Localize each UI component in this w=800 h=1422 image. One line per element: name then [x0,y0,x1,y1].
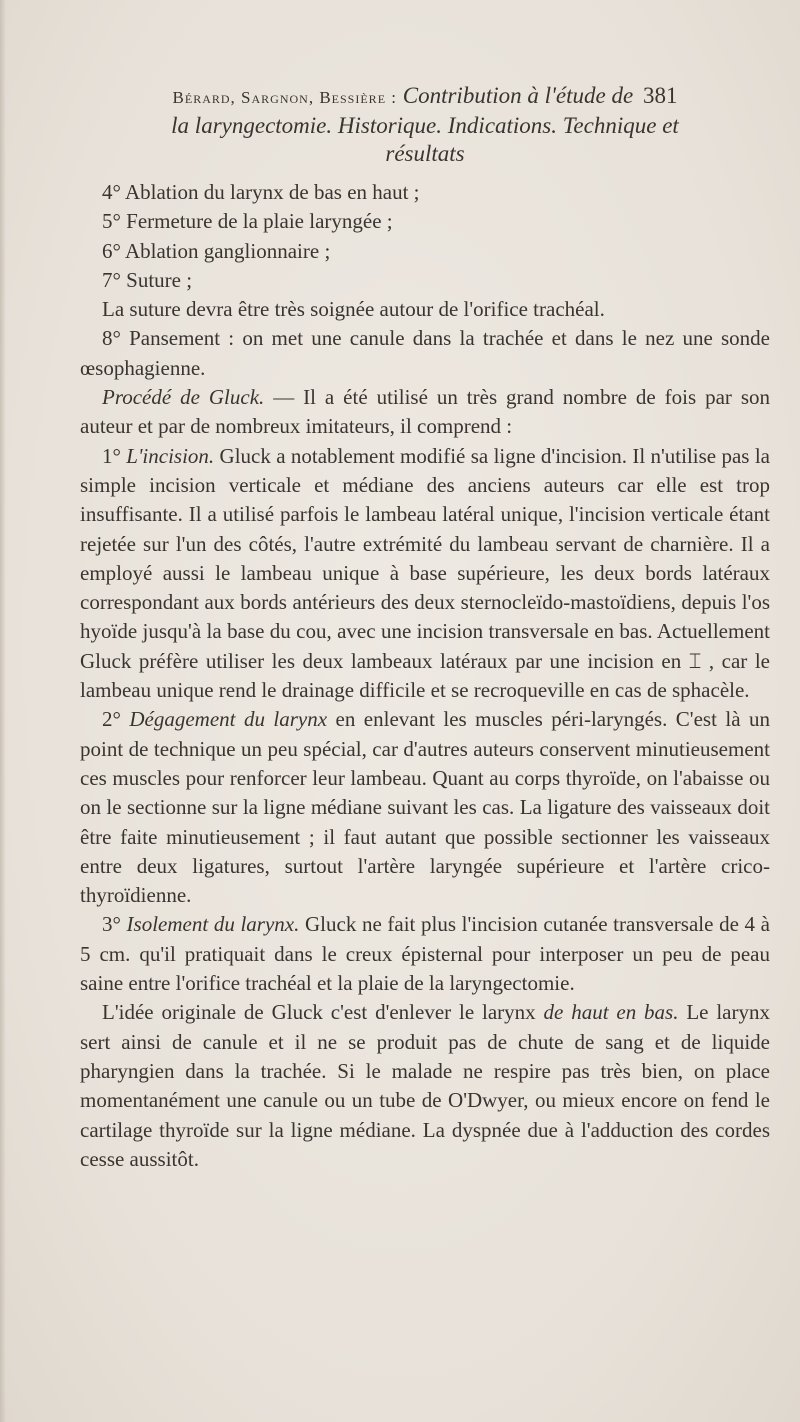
isolement-number: 3° [102,912,127,937]
paragraph-degagement [80,705,770,910]
paragraph-idee [80,998,770,1174]
step-4: 4° Ablation du larynx de bas en haut ; [102,180,420,204]
header-title-line3: résultats [385,141,465,166]
degagement-text: en enlevant les muscles péri-laryngés. C'est là un point de technique un peu spécial, car d'autres auteurs conservent minutieusement ces muscles pour renforcer leur lambeau. Quant au corps thyroïde, on l'abaisse ou on le sectionne sur la ligne médiane suivant les cas. La ligature des vaisseaux doit être faite minutieusement ; il faut autant que possible sectionner les vaisseaux entre deux ligatures, surtout l'artère laryngée supérieure et l'artère crico-thyroïdienne. [80,707,770,908]
paragraph-suture: La suture devra être très soignée autour de l'orifice trachéal. [102,297,605,322]
incision-number: 1° [102,443,127,468]
isolement-text: Gluck ne fait plus l'incision cutanée transversale de 4 à 5 cm. qu'il pratiquait dans le creux épisternal pour interposer un peu de peau saine entre l'orifice trachéal et la plaie de la laryngectomie. [80,912,770,996]
degagement-heading: Dégagement du larynx [129,707,328,732]
isolement-heading: Isolement du larynx. [126,912,300,937]
running-header [80,82,770,168]
paragraph-incision [80,442,770,706]
step-5: 5° Fermeture de la plaie laryngée ; [102,209,393,234]
page-edge-shadow [0,0,6,1422]
gluck-text: — Il a été utilisé un très grand nombre de fois par son auteur et par de nombreux imitateurs, il comprend : [80,385,771,439]
incision-heading: L'incision. [126,443,215,468]
header-title: Contribution à l'étude de [402,83,634,108]
incision-text: Gluck a notablement modifié sa ligne d'incision. Il n'utilise pas la simple incision verticale et médiane des anciens auteurs car elle est trop insuffisante. Il a utilisé parfois le lambeau latéral unique, l'incision verticale étant rejetée sur l'un des côtés, l'autre extrémité du lambeau servant de charnière. Il a employé aussi le lambeau unique à base supérieure, les deux bords latéraux correspondant aux bords antérieurs des deux sternocleïdo-mastoïdiens, depuis l'os hyoïde jusqu'à la base du cou, avec une incision transversale en bas. Actuellement Gluck préfère utiliser les deux lambeaux latéraux par une incision en ⌶ , car le lambeau unique rend le drainage difficile et se recroqueville en cas de sphacèle. [80,443,770,703]
gluck-heading: Procédé de Gluck. [102,385,265,410]
paragraph-isolement [80,910,770,998]
page-number: 381 [642,83,678,108]
step-6: 6° Ablation ganglionnaire ; [102,238,331,263]
body-text [80,178,770,1174]
header-authors: Bérard, Sargnon, Bessière : [172,88,397,107]
paragraph-gluck [80,383,770,442]
paragraph-pansement: 8° Pansement : on met une canule dans la trachée et dans le nez une sonde œsophagienne. [80,326,770,380]
step-7: 7° Suture ; [102,267,193,292]
idee-italic: de haut en bas. [543,1000,679,1025]
header-title-line2: la laryngectomie. Historique. Indications. Technique et [171,113,679,138]
idee-text-b: Le larynx sert ainsi de canule et il ne se produit pas de chute de sang et de liquide pharyngien dans la trachée. Si le malade ne respire pas très bien, on place momentanément une canule ou un tube de O'Dwyer, ou mieux encore on fend le cartilage thyroïde sur la ligne médiane. La dyspnée due à l'adduction des cordes cesse aussitôt. [80,1000,770,1171]
degagement-number: 2° [102,707,130,732]
idee-text-a: L'idée originale de Gluck c'est d'enlever le larynx [102,1000,544,1025]
